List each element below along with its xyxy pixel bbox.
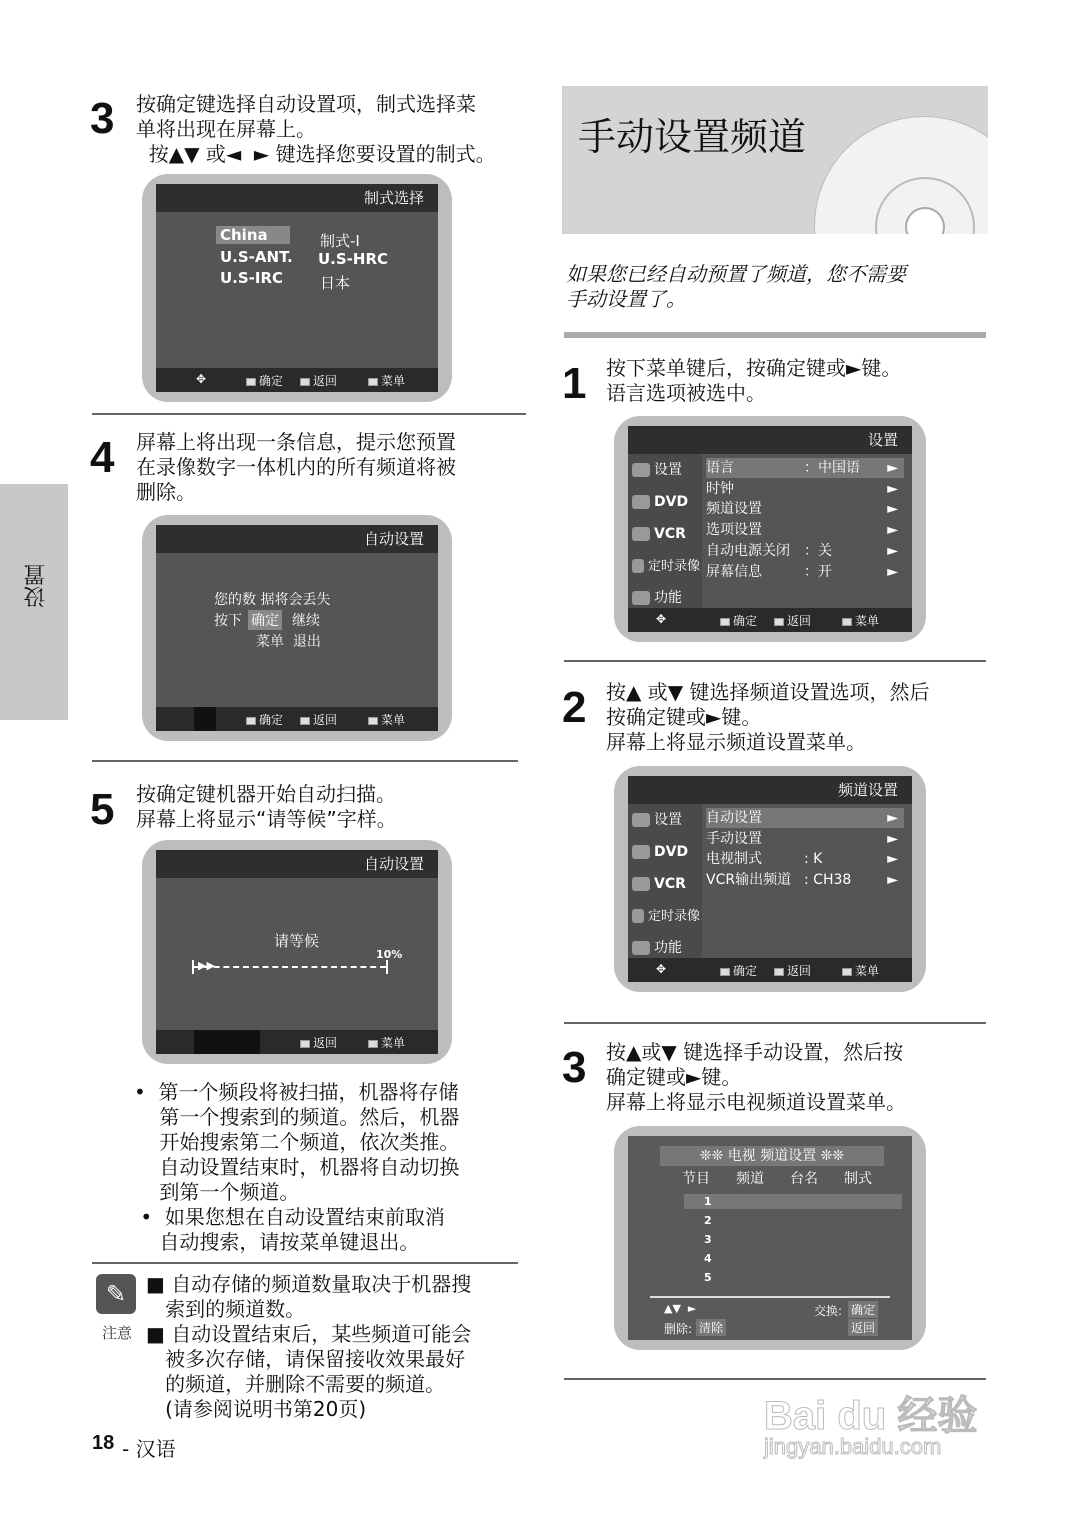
option-us-irc[interactable]: U.S-IRC: [220, 269, 284, 287]
side-dvd[interactable]: DVD: [628, 486, 702, 518]
channel-row[interactable]: 3: [704, 1233, 712, 1246]
dvd-icon: [632, 845, 650, 859]
section-title: 手动设置频道: [578, 115, 807, 159]
tv-screen-tv-channel-setup: [614, 1126, 926, 1350]
channel-row[interactable]: 4: [704, 1252, 712, 1265]
continue-label: 继续: [292, 613, 320, 629]
page-number: 18: [92, 1432, 115, 1454]
tv-screen-standard-select: [142, 174, 452, 402]
menu-item-label: VCR输出频道: [706, 872, 792, 889]
menu-item-label: 频道设置: [706, 501, 762, 518]
footer-back: 返回: [313, 1036, 338, 1050]
footer-menu: 菜单: [855, 614, 880, 628]
menu-item[interactable]: [706, 562, 904, 582]
enter-key-icon: [246, 378, 256, 386]
enter-key-icon: [246, 717, 256, 725]
arrow-right-icon: ►: [887, 810, 898, 826]
footer-menu: 菜单: [381, 1036, 406, 1050]
r-step-2-text: 按▲ 或▼ 键选择频道设置选项，然后 按确定键或►键。 屏幕上将显示频道设置菜单。: [606, 680, 930, 754]
intro-bar: [564, 332, 986, 338]
r-step-3-text: 按▲或▼ 键选择手动设置，然后按 确定键或►键。 屏幕上将显示电视频道设置菜单。: [606, 1040, 906, 1114]
screen-footer: [156, 368, 438, 392]
side-setup[interactable]: 设置: [628, 454, 702, 486]
footer-back: 返回: [787, 964, 812, 978]
progress-percent: 10%: [376, 948, 403, 961]
footer-back: 返回: [313, 374, 338, 388]
screen-title: 设置: [628, 426, 912, 454]
return-key-icon: [774, 968, 784, 976]
black-box: [194, 707, 216, 731]
step-3-number: 3: [90, 94, 115, 143]
menu-key-icon: [368, 378, 378, 386]
progress-fill: ▶▶: [198, 959, 215, 972]
col-station: 台名: [790, 1171, 818, 1187]
menu-item[interactable]: [706, 870, 904, 890]
menu-item-label: 选项设置: [706, 522, 762, 539]
screen-title: 自动设置: [156, 850, 438, 878]
note-icon: ✎: [96, 1274, 136, 1314]
screen-title: 制式选择: [156, 184, 438, 212]
menu-item-value: : CH38: [804, 872, 852, 889]
arrow-right-icon: ►: [887, 501, 898, 518]
side-setup[interactable]: 设置: [628, 804, 702, 836]
menu-item[interactable]: [706, 499, 904, 519]
section-banner: [562, 86, 988, 234]
menu-item-label: 时钟: [706, 480, 734, 497]
menu-key-icon: [842, 618, 852, 626]
menu-item-label: 手动设置: [706, 830, 762, 847]
menu-item-label: 自动电源关闭: [706, 542, 790, 559]
menu-key-icon: [368, 1040, 378, 1048]
swap-key[interactable]: 确定: [848, 1301, 878, 1318]
return-key-icon: [300, 717, 310, 725]
menu-item[interactable]: [706, 808, 904, 828]
tv-screen-auto-setup-progress: [142, 840, 452, 1064]
watermark-url: jingyan.baidu.com: [764, 1434, 942, 1459]
clock-icon: [632, 909, 644, 923]
arrow-right-icon: ►: [887, 460, 898, 476]
channel-row[interactable]: 5: [704, 1271, 712, 1284]
progress-bar: [192, 960, 388, 974]
divider-line: [650, 1296, 890, 1298]
nav-arrows: ▲▼ ►: [664, 1302, 697, 1315]
option-china[interactable]: China: [216, 226, 290, 244]
menu-sidebar: [628, 804, 702, 964]
menu-item-value: ：开: [804, 563, 832, 580]
option-japan[interactable]: 日本: [320, 274, 351, 292]
vcr-icon: [632, 527, 650, 541]
option-us-ant[interactable]: U.S-ANT.: [220, 248, 293, 266]
disc-graphic: [814, 116, 988, 234]
side-tab: [0, 484, 68, 720]
menu-item-value: : K: [804, 851, 823, 868]
note-list: ■ 自动存储的频道数量取决于机器搜 索到的频道数。 ■ 自动设置结束后，某些频道可能会 被多次存储，请保留接收效果最好 的频道，并删除不需要的频道。 (请参阅说明书第20页): [146, 1272, 472, 1421]
menu-item[interactable]: [706, 849, 904, 869]
screen-footer: [156, 707, 438, 731]
screen-title: ❊❊ 电视 频道设置 ❊❊: [660, 1146, 884, 1166]
menu-key-icon: [368, 717, 378, 725]
delete-label: 删除:: [664, 1322, 693, 1336]
divider: [564, 1022, 986, 1024]
tv-screen-setup-menu: [614, 416, 926, 642]
side-tab-label: 设置: [24, 564, 49, 608]
bullet-list: • 第一个频段将被扫描，机器将存储 第一个搜索到的频道。然后，机器 开始搜索第二个频道，依次类推。 自动设置结束时，机器将自动切换 到第一个频道。 • 如果您想在自动设置结束前取消 自动搜索，请按菜单键退出。: [134, 1080, 460, 1254]
menu-item-value: ：中国语: [804, 460, 860, 476]
divider: [92, 1262, 518, 1264]
screen-footer: [628, 608, 912, 632]
enter-key-icon: [720, 968, 730, 976]
footer-menu: 菜单: [381, 374, 406, 388]
side-timer[interactable]: 定时录像: [628, 550, 702, 582]
menu-item[interactable]: [706, 479, 904, 499]
screen-title: 频道设置: [628, 776, 912, 804]
divider: [92, 413, 526, 415]
screen-footer: [628, 958, 912, 982]
back-key[interactable]: 返回: [848, 1319, 878, 1336]
press-label: 按下: [214, 613, 242, 629]
delete-key[interactable]: 清除: [696, 1319, 726, 1336]
move-icon: ✥: [656, 962, 667, 976]
menu-sidebar: [628, 454, 702, 614]
arrow-right-icon: ►: [887, 830, 898, 847]
screen-title: 自动设置: [156, 525, 438, 553]
enter-key-icon: [720, 618, 730, 626]
side-vcr[interactable]: VCR: [628, 868, 702, 900]
move-icon: ✥: [196, 372, 207, 386]
r-step-2-number: 2: [562, 683, 587, 732]
footer-ok: 确定: [259, 713, 284, 727]
watermark-logo: Bai du 经验: [764, 1394, 978, 1438]
function-icon: [632, 591, 650, 605]
option-us-hrc[interactable]: U.S-HRC: [318, 250, 389, 268]
divider: [92, 760, 518, 762]
vcr-icon: [632, 877, 650, 891]
warning-line: 您的数 据将会丢失: [214, 592, 331, 608]
menu-item[interactable]: [706, 829, 904, 849]
menu-item[interactable]: [706, 520, 904, 540]
clock-icon: [632, 559, 644, 573]
col-system: 制式: [844, 1171, 872, 1187]
menu-item-label: 自动设置: [706, 810, 762, 826]
r-step-1-text: 按下菜单键后，按确定键或►键。 语言选项被选中。: [606, 356, 902, 405]
menu-item-label: 语言: [706, 460, 734, 476]
move-icon: ✥: [656, 612, 667, 626]
side-dvd[interactable]: DVD: [628, 836, 702, 868]
page-language: - 汉语: [122, 1437, 176, 1461]
r-step-1-number: 1: [562, 359, 587, 408]
step-3-text: 按确定键选择自动设置项，制式选择菜 单将出现在屏幕上。 按▲▼ 或◄ ► 键选择您要设置的制式。: [136, 92, 496, 166]
ok-key-highlight[interactable]: 确定: [248, 610, 282, 630]
note-label: 注意: [102, 1324, 133, 1342]
arrow-right-icon: ►: [887, 851, 898, 868]
footer-back: 返回: [313, 713, 338, 727]
menu-item[interactable]: [706, 458, 904, 478]
col-channel: 频道: [736, 1171, 764, 1187]
arrow-right-icon: ►: [887, 872, 898, 889]
tv-screen-channel-setup-menu: [614, 766, 926, 992]
return-key-icon: [774, 618, 784, 626]
side-function[interactable]: 功能: [628, 932, 702, 964]
swap-label: 交换:: [814, 1304, 843, 1318]
footer-back: 返回: [787, 614, 812, 628]
menu-key-icon: [842, 968, 852, 976]
divider: [564, 660, 986, 662]
arrow-right-icon: ►: [887, 480, 898, 497]
return-key-icon: [300, 1040, 310, 1048]
footer-ok: 确定: [733, 614, 758, 628]
r-step-3-number: 3: [562, 1043, 587, 1092]
arrow-right-icon: ►: [887, 563, 898, 580]
intro-text: 如果您已经自动预置了频道，您不需要 手动设置了。: [566, 262, 906, 311]
menu-item-value: ：关: [804, 542, 832, 559]
channel-row[interactable]: 1: [684, 1194, 902, 1209]
arrow-right-icon: ►: [887, 542, 898, 559]
black-box: [194, 1030, 260, 1054]
footer-ok: 确定: [733, 964, 758, 978]
footer-menu: 菜单: [855, 964, 880, 978]
footer-menu: 菜单: [381, 713, 406, 727]
tv-screen-auto-setup-warning: [142, 515, 452, 741]
step-5-number: 5: [90, 785, 115, 834]
menu-item-label: 电视制式: [706, 851, 762, 868]
arrow-right-icon: ►: [887, 522, 898, 539]
menu-item[interactable]: [706, 541, 904, 561]
dvd-icon: [632, 495, 650, 509]
wait-text: 请等候: [274, 932, 320, 950]
step-5-text: 按确定键机器开始自动扫描。 屏幕上将显示“请等候”字样。: [136, 782, 397, 831]
step-4-number: 4: [90, 433, 115, 482]
footer-ok: 确定: [259, 374, 284, 388]
side-timer[interactable]: 定时录像: [628, 900, 702, 932]
function-icon: [632, 941, 650, 955]
gear-icon: [632, 463, 650, 477]
gear-icon: [632, 813, 650, 827]
divider: [564, 1378, 986, 1380]
side-function[interactable]: 功能: [628, 582, 702, 614]
col-program: 节目: [682, 1171, 710, 1187]
return-key-icon: [300, 378, 310, 386]
menu-item-label: 屏幕信息: [706, 563, 762, 580]
screen-footer: [156, 1030, 438, 1054]
menu-exit-line: 菜单 退出: [256, 634, 321, 650]
step-4-text: 屏幕上将出现一条信息，提示您预置 在录像数字一体机内的所有频道将被 删除。: [136, 430, 456, 504]
side-vcr[interactable]: VCR: [628, 518, 702, 550]
channel-row[interactable]: 2: [704, 1214, 712, 1227]
option-system-i[interactable]: 制式-I: [320, 232, 360, 250]
